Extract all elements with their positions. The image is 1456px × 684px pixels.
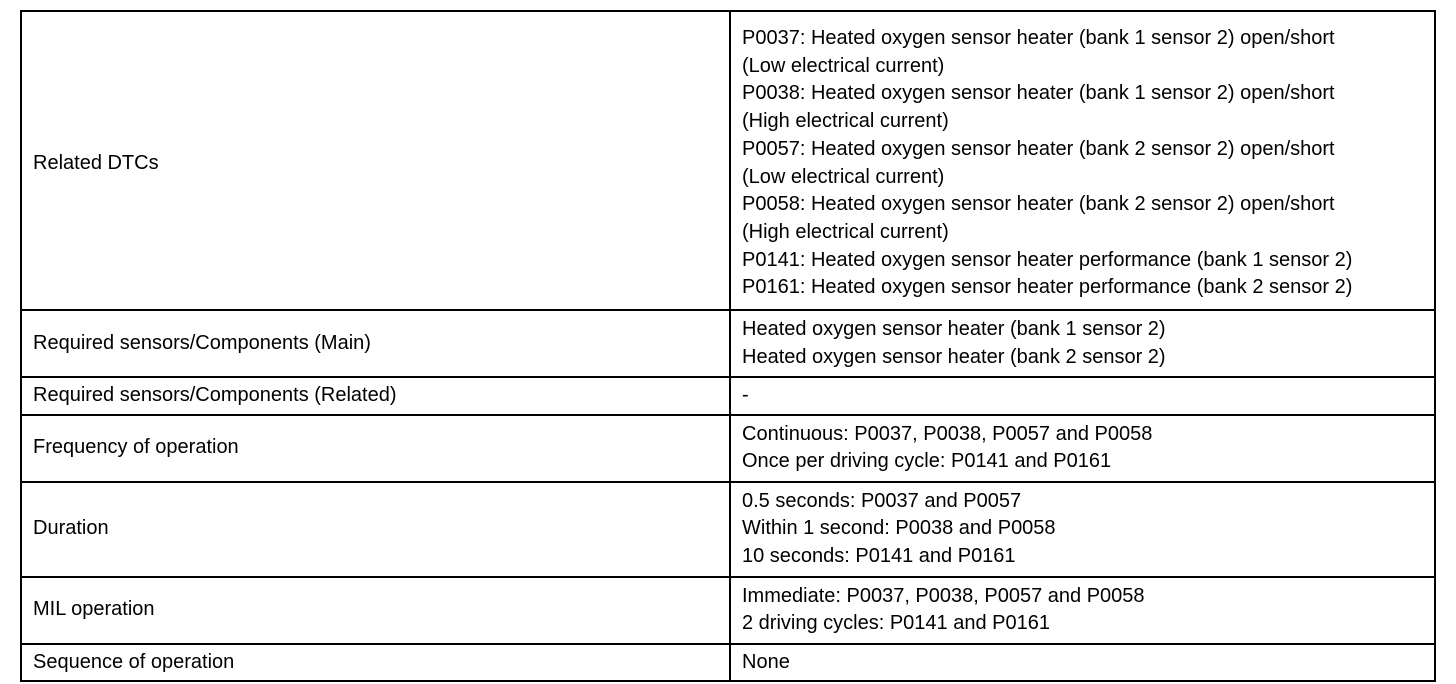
row-label: Required sensors/Components (Main) bbox=[21, 310, 730, 377]
value-line: Heated oxygen sensor heater (bank 1 sensor 2) bbox=[742, 317, 1166, 340]
value-line: (Low electrical current) bbox=[742, 54, 945, 77]
value-line: P0037: Heated oxygen sensor heater (bank 1 sensor 2) open/short bbox=[742, 26, 1335, 49]
value-line: P0057: Heated oxygen sensor heater (bank 2 sensor 2) open/short bbox=[742, 137, 1335, 160]
row-value bbox=[730, 310, 1435, 377]
row-value bbox=[730, 482, 1435, 577]
value-line: (Low electrical current) bbox=[742, 165, 945, 188]
value-line: P0141: Heated oxygen sensor heater performance (bank 1 sensor 2) bbox=[742, 248, 1353, 271]
table-row-duration bbox=[21, 482, 1435, 577]
value-line: (High electrical current) bbox=[742, 110, 949, 133]
row-value bbox=[730, 377, 1435, 415]
value-line: Heated oxygen sensor heater (bank 2 sensor 2) bbox=[742, 345, 1166, 368]
row-value bbox=[730, 11, 1435, 310]
table-row-required-related bbox=[21, 377, 1435, 415]
row-label: Required sensors/Components (Related) bbox=[21, 377, 730, 415]
value-line: (High electrical current) bbox=[742, 220, 949, 243]
value-line: 10 seconds: P0141 and P0161 bbox=[742, 545, 1016, 568]
table-row-sequence bbox=[21, 644, 1435, 682]
row-label: Duration bbox=[21, 482, 730, 577]
value-line: P0038: Heated oxygen sensor heater (bank 1 sensor 2) open/short bbox=[742, 82, 1335, 105]
table-row-mil-operation bbox=[21, 577, 1435, 644]
row-label: Frequency of operation bbox=[21, 415, 730, 482]
row-value bbox=[730, 577, 1435, 644]
row-value bbox=[730, 644, 1435, 682]
value-line: 0.5 seconds: P0037 and P0057 bbox=[742, 489, 1022, 512]
row-label: Related DTCs bbox=[21, 11, 730, 310]
table-row-frequency bbox=[21, 415, 1435, 482]
value-line: P0058: Heated oxygen sensor heater (bank 2 sensor 2) open/short bbox=[742, 193, 1335, 216]
value-line: None bbox=[742, 650, 790, 673]
table-row-related-dtcs bbox=[21, 11, 1435, 310]
value-line: Once per driving cycle: P0141 and P0161 bbox=[742, 450, 1112, 473]
row-value bbox=[730, 415, 1435, 482]
value-line: 2 driving cycles: P0141 and P0161 bbox=[742, 612, 1050, 635]
value-line: - bbox=[742, 384, 749, 406]
spec-table bbox=[20, 10, 1436, 682]
value-line: Within 1 second: P0038 and P0058 bbox=[742, 517, 1056, 540]
table-row-required-main bbox=[21, 310, 1435, 377]
row-label: MIL operation bbox=[21, 577, 730, 644]
row-label: Sequence of operation bbox=[21, 644, 730, 682]
value-line: Continuous: P0037, P0038, P0057 and P0058 bbox=[742, 422, 1153, 445]
value-line: Immediate: P0037, P0038, P0057 and P0058 bbox=[742, 584, 1145, 607]
value-line: P0161: Heated oxygen sensor heater performance (bank 2 sensor 2) bbox=[742, 276, 1353, 299]
